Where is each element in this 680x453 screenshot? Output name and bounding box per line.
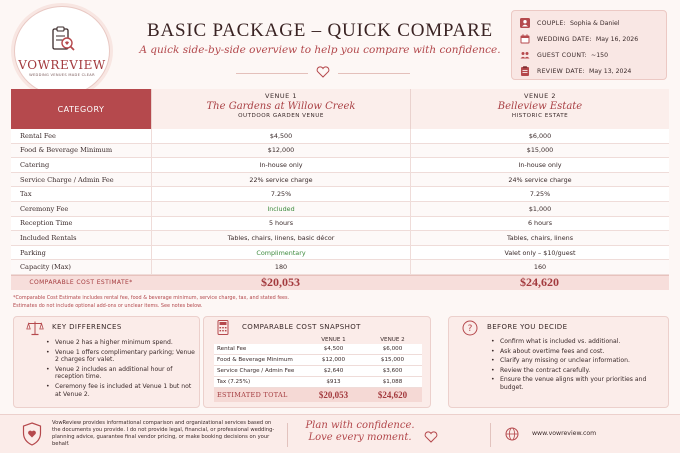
venue-2-value: $15,000 xyxy=(410,144,669,158)
venue-1-value: Included xyxy=(151,202,410,216)
venue-type: HISTORIC ESTATE xyxy=(511,113,569,119)
quote-line: Love every moment. xyxy=(308,432,412,443)
snapshot-label: Tax (7.25%) xyxy=(217,379,251,385)
table-row xyxy=(11,187,669,202)
row-category: Included Rentals xyxy=(20,233,77,242)
brand-tagline: WEDDING VENUES MADE CLEAR xyxy=(29,72,95,77)
list-item: • Ask about overtime fees and cost. xyxy=(491,348,661,356)
clipboard-icon xyxy=(520,66,530,76)
venue-2-value: Valet only – $10/guest xyxy=(410,246,669,260)
venue-1-value: $12,000 xyxy=(151,144,410,158)
list-item: • Venue 2 includes an additional hour of reception time. xyxy=(46,366,196,381)
snapshot-v1: $12,000 xyxy=(321,357,346,363)
venue-2-value: 24% service charge xyxy=(410,173,669,187)
info-review-date xyxy=(520,63,658,79)
category-header: CATEGORY xyxy=(11,89,151,129)
table-row xyxy=(11,173,669,188)
before-you-decide-list xyxy=(491,338,661,394)
venue-1-value: Tables, chairs, linens, basic décor xyxy=(151,231,410,245)
list-item: • Ensure the venue aligns with your priorities and budget. xyxy=(491,376,661,391)
snapshot-v2: $1,088 xyxy=(382,379,403,385)
brand-name: VOWREVIEW xyxy=(18,57,106,72)
list-item: • Venue 2 has a higher minimum spend. xyxy=(46,339,196,347)
venue-2-total: $24,620 xyxy=(520,275,559,290)
info-value: ~150 xyxy=(591,51,609,59)
info-label: WEDDING DATE: xyxy=(537,35,592,43)
venue-number: VENUE 2 xyxy=(524,92,556,100)
snapshot-total-v1: $20,053 xyxy=(318,390,349,400)
clipboard-magnifier-icon xyxy=(45,26,79,56)
snapshot-v2: $3,600 xyxy=(382,368,403,374)
table-row xyxy=(214,377,422,388)
info-guest-count xyxy=(520,47,658,63)
row-category: Capacity (Max) xyxy=(20,263,71,272)
brand-logo xyxy=(14,6,110,96)
comparison-table xyxy=(11,89,669,290)
venue-2-value: 7.25% xyxy=(410,187,669,201)
row-category: Parking xyxy=(20,248,46,257)
venue-name: Belleview Estate xyxy=(497,101,583,112)
venue-1-value: 180 xyxy=(151,260,410,274)
table-row xyxy=(214,344,422,355)
venue-1-value: In-house only xyxy=(151,158,410,172)
info-label: GUEST COUNT: xyxy=(537,51,588,59)
info-label: REVIEW DATE: xyxy=(537,67,586,75)
key-differences-list xyxy=(46,339,196,400)
info-wedding-date xyxy=(520,31,658,47)
person-icon xyxy=(520,18,530,28)
venue-2-value: 6 hours xyxy=(410,217,669,231)
snapshot-total-v2: $24,620 xyxy=(377,390,408,400)
wedding-info-box xyxy=(511,10,667,80)
table-row xyxy=(11,158,669,173)
table-header xyxy=(11,89,669,129)
table-row xyxy=(11,144,669,159)
total-label: COMPARABLE COST ESTIMATE* xyxy=(29,279,133,287)
shield-heart-icon xyxy=(22,422,42,446)
scale-icon xyxy=(26,320,44,336)
footer-divider xyxy=(287,423,288,447)
venue-name: The Gardens at Willow Creek xyxy=(206,101,356,112)
snapshot-total-row xyxy=(214,388,422,402)
svg-text:?: ? xyxy=(467,324,473,334)
footer-quote xyxy=(300,420,420,444)
venue-1-total: $20,053 xyxy=(261,275,300,290)
website-link[interactable]: www.vowreview.com xyxy=(532,430,597,437)
table-row xyxy=(11,217,669,232)
row-category: Rental Fee xyxy=(20,131,56,140)
divider xyxy=(236,73,308,74)
question-icon xyxy=(461,320,479,336)
footer-divider xyxy=(490,423,491,447)
divider xyxy=(338,73,410,74)
table-row xyxy=(11,246,669,261)
quote-line: Plan with confidence. xyxy=(305,420,415,431)
calendar-icon xyxy=(520,34,530,44)
snapshot-header xyxy=(214,335,422,344)
info-value: Sophia & Daniel xyxy=(570,19,620,27)
calculator-icon xyxy=(214,320,232,336)
snapshot-v2: $15,000 xyxy=(380,357,405,363)
list-item: • Venue 1 offers complimentary parking; Venue 2 charges for valet. xyxy=(46,349,196,364)
venue-2-value: 160 xyxy=(410,260,669,274)
snapshot-table xyxy=(214,335,422,402)
row-category: Reception Time xyxy=(20,219,73,228)
page-title: BASIC PACKAGE – QUICK COMPARE xyxy=(147,20,493,41)
venue-1-value: Complimentary xyxy=(151,246,410,260)
table-row xyxy=(214,355,422,366)
info-value: May 16, 2026 xyxy=(595,35,639,43)
footer xyxy=(0,414,680,453)
venue-2-value: In-house only xyxy=(410,158,669,172)
snapshot-col-venue-1: VENUE 1 xyxy=(321,336,346,343)
venue-2-value: $1,000 xyxy=(410,202,669,216)
group-icon xyxy=(520,50,530,60)
row-category: Ceremony Fee xyxy=(20,204,69,213)
snapshot-col-venue-2: VENUE 2 xyxy=(380,336,405,343)
snapshot-v1: $4,500 xyxy=(323,346,344,352)
info-couple xyxy=(520,15,658,31)
venue-2-header xyxy=(410,89,669,129)
snapshot-v2: $6,000 xyxy=(382,346,403,352)
total-row xyxy=(11,275,669,290)
venue-2-value: Tables, chairs, linens xyxy=(410,231,669,245)
footnote-line: Estimates do not include optional add-ons or unclear items. See notes below. xyxy=(13,303,203,309)
cost-snapshot-panel xyxy=(203,316,431,408)
row-category: Service Charge / Admin Fee xyxy=(20,175,114,184)
before-you-decide-panel xyxy=(448,316,669,408)
snapshot-label: Service Charge / Admin Fee xyxy=(217,368,295,374)
heart-icon xyxy=(424,431,438,443)
table-row xyxy=(11,202,669,217)
panel-title: KEY DIFFERENCES xyxy=(52,323,122,331)
row-category: Food & Beverage Minimum xyxy=(20,146,113,155)
info-label: COUPLE: xyxy=(537,19,566,27)
snapshot-label: Rental Fee xyxy=(217,346,247,352)
table-row xyxy=(11,260,669,275)
list-item: • Clarify any missing or unclear information. xyxy=(491,357,661,365)
list-item: • Ceremony fee is included at Venue 1 but not at Venue 2. xyxy=(46,383,196,398)
list-item: • Review the contract carefully. xyxy=(491,367,661,375)
table-row xyxy=(214,366,422,377)
venue-1-value: 7.25% xyxy=(151,187,410,201)
heart-icon xyxy=(316,66,330,78)
panel-title: BEFORE YOU DECIDE xyxy=(487,323,568,331)
footnote-line: *Comparable Cost Estimate includes rental fee, food & beverage minimum, service charge, tax, and stated fees. xyxy=(13,295,290,301)
snapshot-v1: $913 xyxy=(326,379,341,385)
globe-icon xyxy=(505,427,519,441)
key-differences-panel xyxy=(13,316,200,408)
row-category: Catering xyxy=(20,160,50,169)
venue-2-value: $6,000 xyxy=(410,129,669,143)
venue-number: VENUE 1 xyxy=(265,92,297,100)
page-subtitle: A quick side-by-side overview to help you compare with confidence. xyxy=(139,44,501,56)
table-body xyxy=(11,129,669,275)
snapshot-v1: $2,640 xyxy=(323,368,344,374)
table-row xyxy=(11,129,669,144)
table-row xyxy=(11,231,669,246)
venue-type: OUTDOOR GARDEN VENUE xyxy=(238,113,324,119)
venue-1-value: 5 hours xyxy=(151,217,410,231)
row-category: Tax xyxy=(20,190,32,199)
list-item: • Confirm what is included vs. additional. xyxy=(491,338,661,346)
info-value: May 13, 2024 xyxy=(589,67,632,75)
panel-title: COMPARABLE COST SNAPSHOT xyxy=(242,323,361,331)
venue-1-header xyxy=(151,89,410,129)
venue-1-value: 22% service charge xyxy=(151,173,410,187)
snapshot-total-label: ESTIMATED TOTAL xyxy=(217,391,288,399)
venue-1-value: $4,500 xyxy=(151,129,410,143)
snapshot-label: Food & Beverage Minimum xyxy=(217,357,293,363)
disclaimer-text: VowReview provides informational comparison and organizational services based on the documents you provide. I do not provide legal, financial, or professional wedding-planning advice, guarantee final vendor pricing, or make booking decisions on your behalf. xyxy=(52,420,275,447)
table-footnote xyxy=(13,294,433,310)
